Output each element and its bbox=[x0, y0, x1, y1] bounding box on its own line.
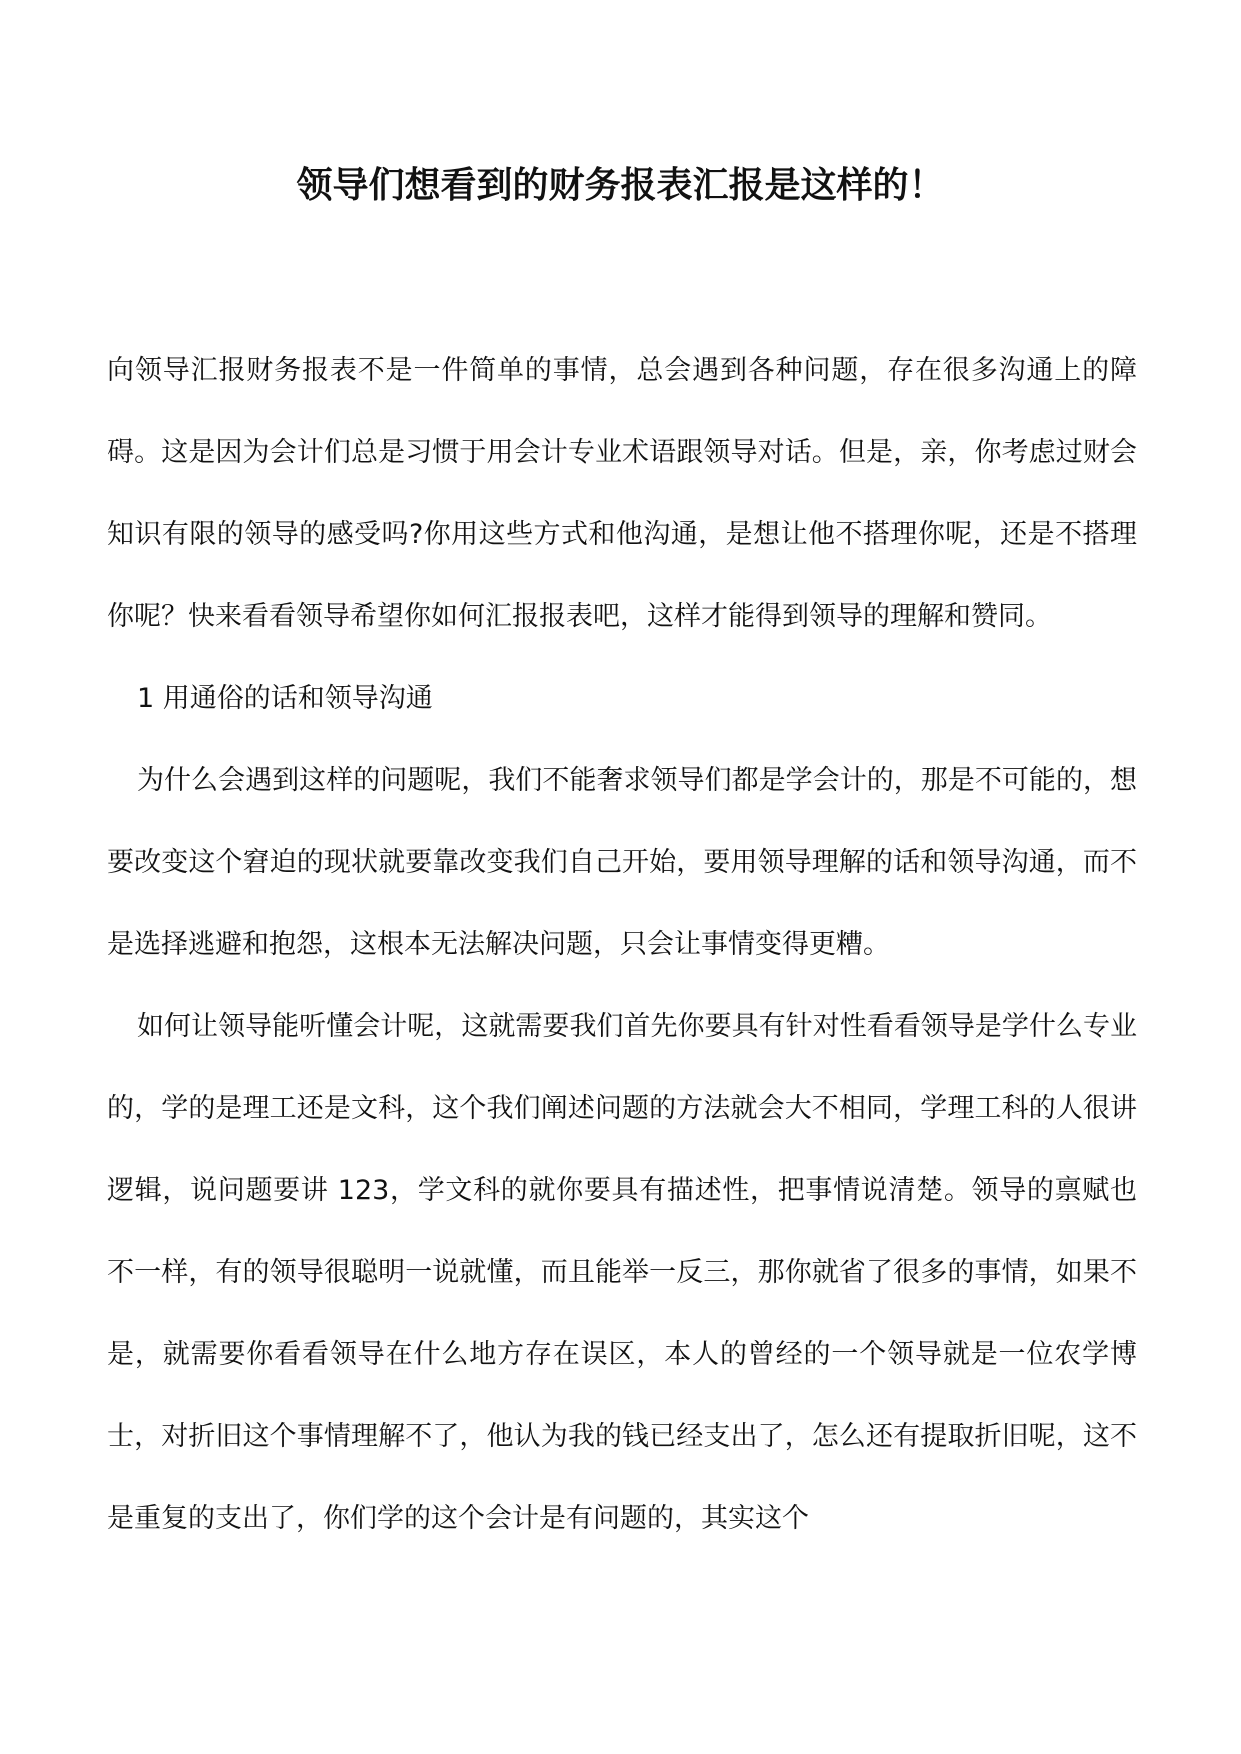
document-title: 领导们想看到的财务报表汇报是这样的！ bbox=[296, 164, 945, 206]
paragraph-1: 为什么会遇到这样的问题呢，我们不能奢求领导们都是学会计的，那是不可能的，想要改变这个窘迫的现状就要靠改变我们自己开始，要用领导理解的话和领导沟通，而不是选择逃避和抱怨，这根本无法解决问题，只会让事情变得更糟。 bbox=[107, 765, 1137, 960]
document-body bbox=[107, 330, 1137, 1560]
paragraph-intro: 向领导汇报财务报表不是一件简单的事情，总会遇到各种问题，存在很多沟通上的障碍。这是因为会计们总是习惯于用会计专业术语跟领导对话。但是，亲，你考虑过财会知识有限的领导的感受吗?你用这些方式和他沟通，是想让他不搭理你呢，还是不搭理你呢？快来看看领导希望你如何汇报报表吧，这样才能得到领导的理解和赞同。 bbox=[107, 355, 1137, 632]
paragraph-2: 如何让领导能听懂会计呢，这就需要我们首先你要具有针对性看看领导是学什么专业的，学的是理工还是文科，这个我们阐述问题的方法就会大不相同，学理工科的人很讲逻辑，说问题要讲 123，学文科的就你要具有描述性，把事情说清楚。领导的禀赋也不一样，有的领导很聪明一说就懂，而且能举一反三，那你就省了很多的事情，如果不是，就需要你看看领导在什么地方存在误区，本人的曾经的一个领导就是一位农学博士，对折旧这个事情理解不了，他认为我的钱已经支出了，怎么还有提取折旧呢，这不是重复的支出了，你们学的这个会计是有问题的，其实这个 bbox=[107, 1011, 1137, 1534]
section-heading-1: 1 用通俗的话和领导沟通 bbox=[137, 683, 433, 714]
